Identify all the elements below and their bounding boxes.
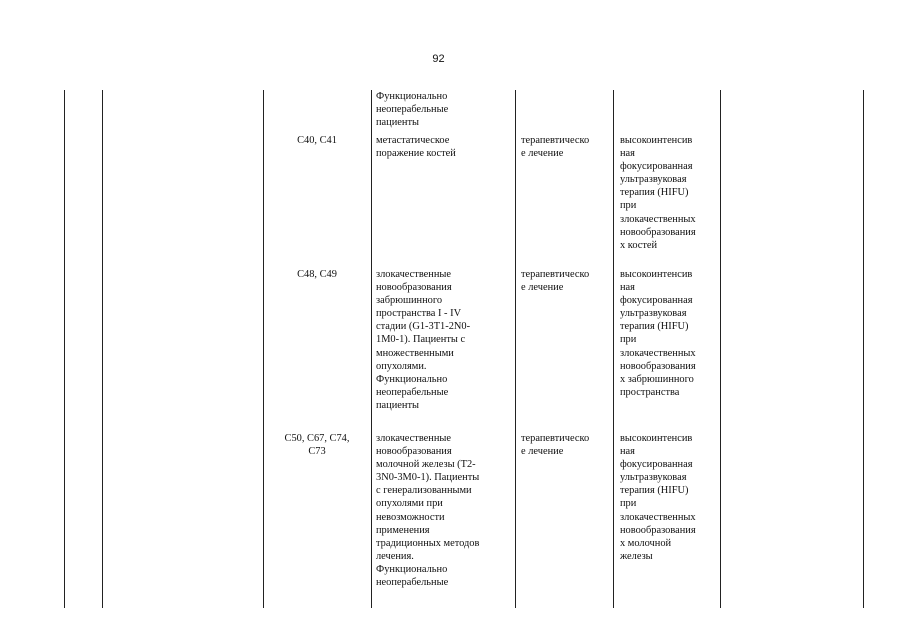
table-cell-codes: C50, C67, C74, C73 — [284, 433, 350, 458]
table-cell-description: злокачественные новообразования молочной железы (T2- 3N0-3M0-1). Пациенты с генерализованными опухолями при невозможности применения традиционных методов лечения. Функционально неоперабельные — [376, 433, 480, 589]
table-cell-description: метастатическое поражение костей — [376, 135, 456, 160]
column-divider-3 — [371, 90, 372, 608]
table-cell-description: Функционально неоперабельные пациенты — [376, 91, 449, 129]
table-cell-method: высокоинтенсив ная фокусированная ультразвуковая терапия (HIFU) при злокачественных новообразования х забрюшинного пространства — [620, 269, 696, 398]
column-divider-6 — [720, 90, 721, 608]
column-divider-4 — [515, 90, 516, 608]
table-cell-treatment: терапевтическо е лечение — [521, 269, 590, 294]
table-border-right — [863, 90, 864, 608]
table-cell-codes: C48, C49 — [297, 269, 337, 280]
column-divider-2 — [263, 90, 264, 608]
table-cell-method: высокоинтенсив ная фокусированная ультразвуковая терапия (HIFU) при злокачественных новообразования х молочной железы — [620, 433, 696, 562]
table-border-left — [64, 90, 65, 608]
table-cell-method: высокоинтенсив ная фокусированная ультразвуковая терапия (HIFU) при злокачественных новообразования х костей — [620, 135, 696, 251]
table-cell-codes: C40, C41 — [297, 135, 337, 146]
table-cell-description: злокачественные новообразования забрюшинного пространства I - IV стадии (G1-3T1-2N0- 1M0-1). Пациенты с множественными опухолями. Функционально неоперабельные пациенты — [376, 269, 471, 411]
column-divider-5 — [613, 90, 614, 608]
table-cell-treatment: терапевтическо е лечение — [521, 433, 590, 458]
column-divider-1 — [102, 90, 103, 608]
table-cell-treatment: терапевтическо е лечение — [521, 135, 590, 160]
page-number: 92 — [432, 53, 445, 65]
